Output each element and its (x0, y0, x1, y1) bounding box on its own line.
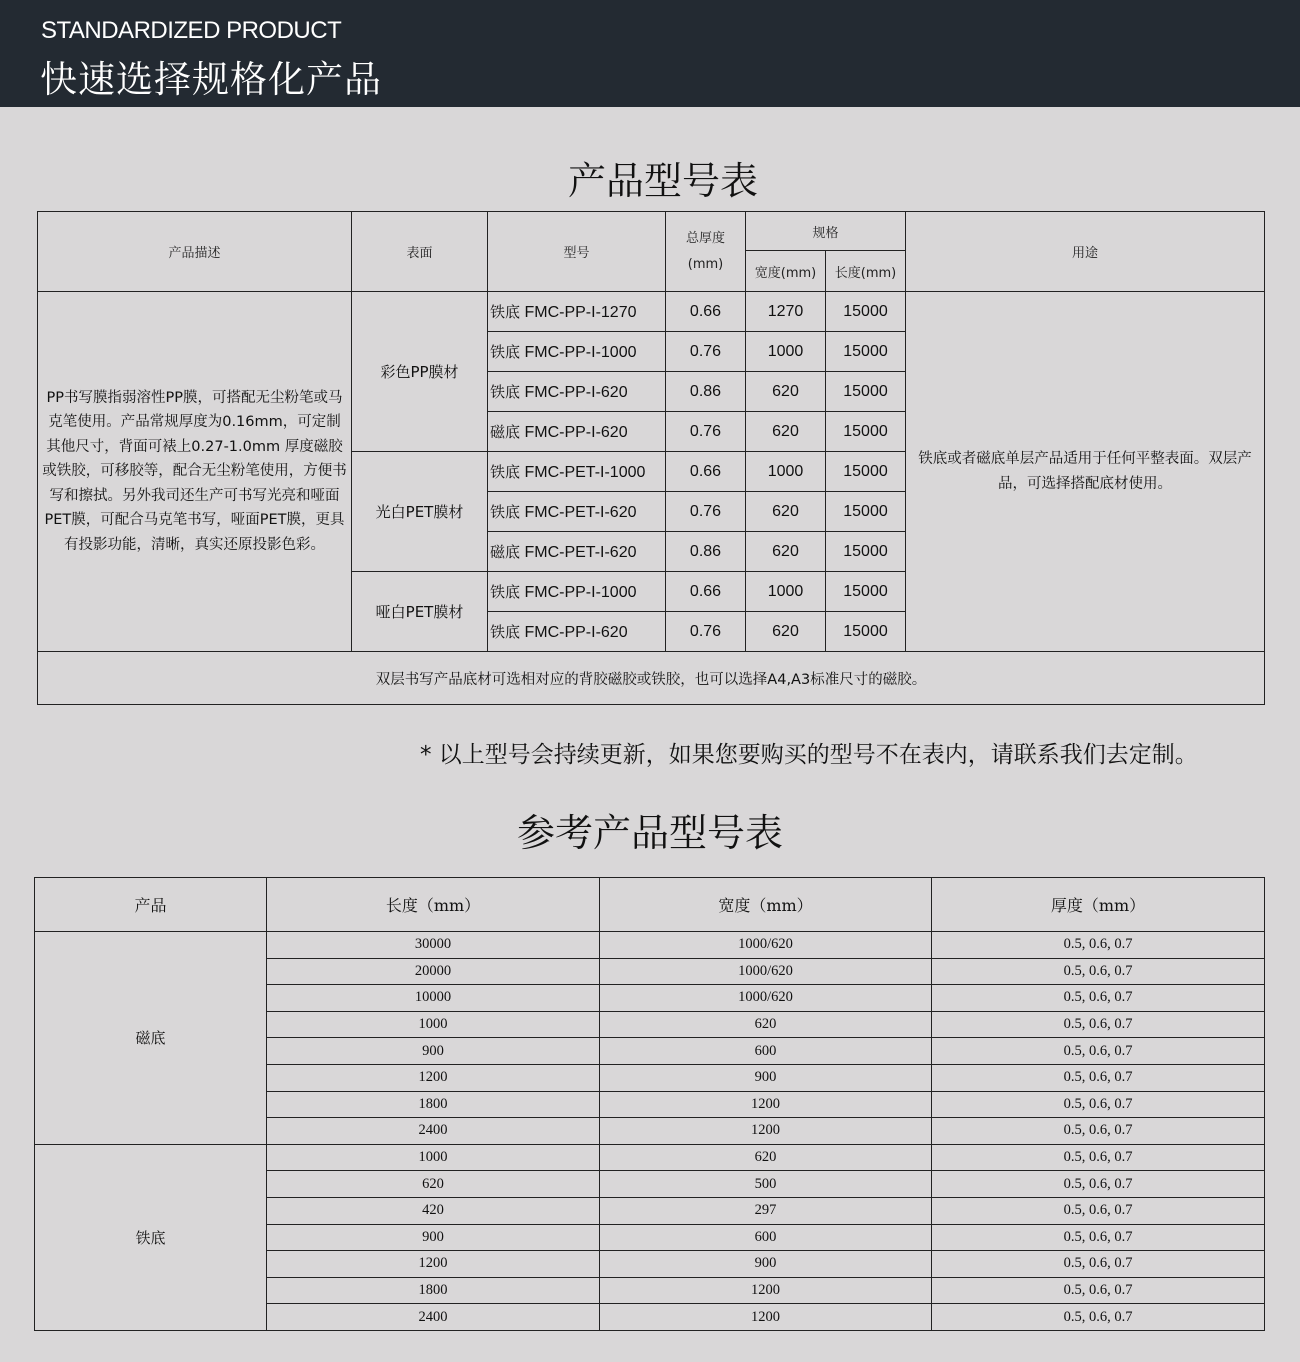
length-cell: 1000 (267, 1011, 600, 1038)
length-cell: 900 (267, 1224, 600, 1251)
model-prefix: 铁底 (490, 343, 521, 361)
length-cell: 420 (267, 1197, 600, 1224)
width-cell: 620 (600, 1144, 932, 1171)
header-thickness (666, 212, 746, 292)
surface-cell: 光白PET膜材 (352, 452, 488, 572)
header-banner (0, 0, 1300, 107)
header-ref-thickness: 厚度（mm） (932, 878, 1265, 932)
length-cell: 30000 (267, 932, 600, 959)
length-cell: 20000 (267, 958, 600, 985)
thickness-cell: 0.5, 0.6, 0.7 (932, 958, 1265, 985)
thickness-cell: 0.5, 0.6, 0.7 (932, 1011, 1265, 1038)
thickness-cell: 0.5, 0.6, 0.7 (932, 932, 1265, 959)
header-ref-length: 长度（mm） (267, 878, 600, 932)
length-cell: 1200 (267, 1064, 600, 1091)
width-cell: 900 (600, 1064, 932, 1091)
width-cell: 620 (600, 1011, 932, 1038)
product-group-cell: 磁底 (35, 932, 267, 1145)
header-use: 用途 (906, 212, 1265, 292)
length-cell: 15000 (826, 332, 906, 372)
model-cell (488, 612, 666, 652)
header-width: 宽度(mm) (746, 251, 826, 292)
header-spec: 规格 (746, 212, 906, 251)
width-cell: 500 (600, 1171, 932, 1198)
model-code: FMC-PP-I-1000 (524, 584, 637, 601)
width-cell: 620 (746, 412, 826, 452)
product-description: PP书写膜指弱溶性PP膜，可搭配无尘粉笔或马克笔使用。产品常规厚度为0.16mm，可定制其他尺寸，背面可裱上0.27-1.0mm 厚度磁胶或铁胶，可移胶等，配合无尘粉笔使用，方便书写和擦拭。另外我司还生产可书写光亮和哑面PET膜，可配合马克笔书写，哑面PET膜，更具有投影功能，清晰，真实还原投影色彩。 (38, 292, 352, 652)
model-cell (488, 412, 666, 452)
table-row (38, 292, 1265, 332)
length-cell: 15000 (826, 372, 906, 412)
thickness-cell: 0.86 (666, 532, 746, 572)
banner-english-title: STANDARDIZED PRODUCT (41, 17, 342, 44)
width-cell: 1200 (600, 1304, 932, 1331)
thickness-cell: 0.5, 0.6, 0.7 (932, 1277, 1265, 1304)
table-row (35, 1144, 1265, 1171)
thickness-cell: 0.86 (666, 372, 746, 412)
width-cell: 1000/620 (600, 958, 932, 985)
header-ref-width: 宽度（mm） (600, 878, 932, 932)
reference-model-table (34, 877, 1265, 1331)
model-prefix: 磁底 (490, 543, 521, 561)
thickness-cell: 0.5, 0.6, 0.7 (932, 1064, 1265, 1091)
thickness-cell: 0.76 (666, 612, 746, 652)
model-code: FMC-PP-I-620 (524, 624, 628, 641)
width-cell: 900 (600, 1251, 932, 1278)
thickness-cell: 0.5, 0.6, 0.7 (932, 1144, 1265, 1171)
model-prefix: 铁底 (490, 583, 521, 601)
thickness-cell: 0.76 (666, 412, 746, 452)
width-cell: 1000/620 (600, 932, 932, 959)
model-prefix: 铁底 (490, 463, 521, 481)
model-code: FMC-PP-I-1000 (524, 344, 637, 361)
model-cell (488, 572, 666, 612)
header-product: 产品 (35, 878, 267, 932)
product-model-table (37, 211, 1265, 705)
width-cell: 620 (746, 612, 826, 652)
thickness-cell: 0.5, 0.6, 0.7 (932, 1304, 1265, 1331)
width-cell: 1000 (746, 332, 826, 372)
length-cell: 620 (267, 1171, 600, 1198)
length-cell: 15000 (826, 292, 906, 332)
length-cell: 1800 (267, 1277, 600, 1304)
width-cell: 1000 (746, 452, 826, 492)
length-cell: 900 (267, 1038, 600, 1065)
model-prefix: 铁底 (490, 623, 521, 641)
length-cell: 15000 (826, 612, 906, 652)
thickness-cell: 0.5, 0.6, 0.7 (932, 1118, 1265, 1145)
thickness-cell: 0.5, 0.6, 0.7 (932, 1171, 1265, 1198)
width-cell: 620 (746, 492, 826, 532)
table-footer-note: 双层书写产品底材可选相对应的背胶磁胶或铁胶，也可以选择A4,A3标准尺寸的磁胶。 (38, 652, 1265, 705)
thickness-cell: 0.66 (666, 572, 746, 612)
model-code: FMC-PET-I-1000 (524, 464, 646, 481)
width-cell: 620 (746, 532, 826, 572)
model-code: FMC-PET-I-620 (524, 504, 637, 521)
reference-table-title: 参考产品型号表 (516, 811, 783, 855)
header-model: 型号 (488, 212, 666, 292)
thickness-cell: 0.66 (666, 452, 746, 492)
width-cell: 620 (746, 372, 826, 412)
length-cell: 15000 (826, 412, 906, 452)
thickness-cell: 0.5, 0.6, 0.7 (932, 1197, 1265, 1224)
table-row (35, 932, 1265, 959)
model-prefix: 磁底 (490, 423, 521, 441)
model-cell (488, 532, 666, 572)
thickness-cell: 0.5, 0.6, 0.7 (932, 1224, 1265, 1251)
length-cell: 2400 (267, 1304, 600, 1331)
length-cell: 15000 (826, 452, 906, 492)
header-thickness-label: 总厚度 (685, 230, 725, 246)
length-cell: 1000 (267, 1144, 600, 1171)
header-thickness-unit: (mm) (687, 256, 724, 272)
product-use: 铁底或者磁底单层产品适用于任何平整表面。双层产品，可选择搭配底材使用。 (906, 292, 1265, 652)
length-cell: 1800 (267, 1091, 600, 1118)
header-description: 产品描述 (38, 212, 352, 292)
thickness-cell: 0.76 (666, 492, 746, 532)
model-code: FMC-PP-I-1270 (524, 304, 637, 321)
surface-cell: 彩色PP膜材 (352, 292, 488, 452)
update-note: * 以上型号会持续更新，如果您要购买的型号不在表内，请联系我们去定制。 (420, 742, 1198, 768)
width-cell: 1200 (600, 1277, 932, 1304)
model-cell (488, 332, 666, 372)
length-cell: 10000 (267, 985, 600, 1012)
model-cell (488, 292, 666, 332)
thickness-cell: 0.5, 0.6, 0.7 (932, 985, 1265, 1012)
length-cell: 15000 (826, 572, 906, 612)
width-cell: 1200 (600, 1091, 932, 1118)
product-table-title: 产品型号表 (567, 159, 758, 203)
length-cell: 2400 (267, 1118, 600, 1145)
thickness-cell: 0.66 (666, 292, 746, 332)
model-cell (488, 452, 666, 492)
model-code: FMC-PP-I-620 (524, 424, 628, 441)
model-cell (488, 492, 666, 532)
length-cell: 15000 (826, 532, 906, 572)
width-cell: 297 (600, 1197, 932, 1224)
thickness-cell: 0.5, 0.6, 0.7 (932, 1038, 1265, 1065)
thickness-cell: 0.76 (666, 332, 746, 372)
length-cell: 15000 (826, 492, 906, 532)
banner-chinese-title: 快速选择规格化产品 (40, 58, 382, 101)
model-cell (488, 372, 666, 412)
model-code: FMC-PET-I-620 (524, 544, 637, 561)
width-cell: 600 (600, 1038, 932, 1065)
header-length: 长度(mm) (826, 251, 906, 292)
width-cell: 1270 (746, 292, 826, 332)
thickness-cell: 0.5, 0.6, 0.7 (932, 1251, 1265, 1278)
model-code: FMC-PP-I-620 (524, 384, 628, 401)
header-surface: 表面 (352, 212, 488, 292)
width-cell: 600 (600, 1224, 932, 1251)
model-prefix: 铁底 (490, 383, 521, 401)
width-cell: 1000 (746, 572, 826, 612)
model-prefix: 铁底 (490, 503, 521, 521)
thickness-cell: 0.5, 0.6, 0.7 (932, 1091, 1265, 1118)
surface-cell: 哑白PET膜材 (352, 572, 488, 652)
length-cell: 1200 (267, 1251, 600, 1278)
width-cell: 1200 (600, 1118, 932, 1145)
product-group-cell: 铁底 (35, 1144, 267, 1330)
width-cell: 1000/620 (600, 985, 932, 1012)
model-prefix: 铁底 (490, 303, 521, 321)
